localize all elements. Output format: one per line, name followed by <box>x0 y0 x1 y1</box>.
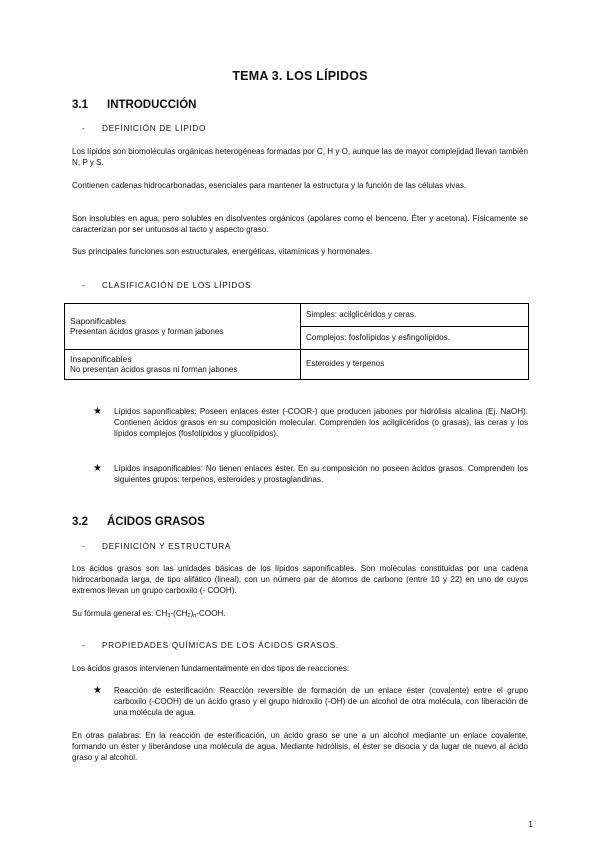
cell-description: No presentan ácidos grasos ni forman jabones <box>70 364 238 374</box>
paragraph: Sus principales funciones son estructurales, energéticas, vitamínicas y hormonales. <box>72 247 373 256</box>
formula-subscript: 2 <box>187 613 191 619</box>
paragraph: Son insolubles en agua, pero solubles en disolventes orgánicos (apolares como el benceno. Éter y acetona). Físicamente se caracterizan por ser untuosos al tacto y aspecto graso. <box>72 214 528 235</box>
section-heading-acidos-grasos <box>72 516 205 528</box>
subheading-label: PROPIEDADES QUÍMICAS DE LOS ÁCIDOS GRASOS. <box>102 641 339 650</box>
dash-marker: - <box>82 542 86 551</box>
list-item-text: Lípidos insaponificables: No tienen enlaces éster. En su composición no poseen ácidos grasos. Comprenden los siguientes grupos: terpenos, esteroides y prostaglandinas. <box>114 464 528 485</box>
table-cell-esteroides: Esteroides y terpenos <box>301 350 529 380</box>
star-icon: ★ <box>93 406 102 417</box>
table-row <box>65 304 529 327</box>
star-icon: ★ <box>93 463 102 474</box>
document-title: TEMA 3. LOS LÍPIDOS <box>232 69 368 83</box>
dash-marker: - <box>82 641 86 650</box>
paragraph: Los ácidos grasos intervienen fundamentalmente en dos tipos de reacciones: <box>72 664 350 673</box>
table-cell-simples: Simples: acilglicéridos y ceras. <box>301 304 529 327</box>
list-item-text: Lípidos saponificables: Poseen enlaces éster (-COOR-) que producen jabones por hidrólisis alcalina (Ej. NaOH). Contienen ácidos grasos en su composición molecular. Comprenden los acilglicéridos (o grasas), las ceras y los lípidos complejos (fosfolípidos y glucolípidos). <box>114 407 528 439</box>
cell-description: Presentan ácidos grasos y forman jabones <box>70 326 224 336</box>
star-icon: ★ <box>93 685 102 696</box>
section-number: 3.2 <box>72 516 88 528</box>
list-item-text: Reacción de esterificación. Reacción reversible de formación de un enlace éster (covalente) entre el grupo carboxilo (-COOH) de un ácido graso y el grupo hidroxilo (-OH) de un alcohol de otra molécula, con liberación de una molécula de agua. <box>114 686 528 718</box>
subheading-definicion-estructura <box>82 542 231 551</box>
classification-table <box>64 303 529 380</box>
section-number: 3.1 <box>72 99 88 111</box>
section-title: INTRODUCCIÓN <box>107 99 197 111</box>
paragraph: Los lípidos son biomoléculas orgánicas heterogéneas formadas por C, H y O, aunque las de mayor complejidad llevan también N, P y S. <box>72 147 528 168</box>
formula-subscript: n <box>193 613 197 619</box>
page-number: 1 <box>528 819 533 829</box>
list-item <box>93 685 528 719</box>
paragraph: En otras palabras: En la reacción de esterificación, un ácido graso se une a un alcohol mediante un enlace covalente, formando un éster y liberándose una molécula de agua. Mediante hidrólisis, el éster se disocia y da lugar de nuevo al ácido graso y al alcohol. <box>72 731 528 763</box>
table-cell-complejos: Complejos: fosfolípidos y esfingolípidos. <box>301 327 529 350</box>
subheading-label: CLASIFICACIÓN DE LOS LÍPIDOS <box>102 281 252 290</box>
subheading-label: DEFINICIÓN Y ESTRUCTURA <box>102 542 232 551</box>
cell-title: Saponificables <box>70 316 126 326</box>
subheading-propiedades <box>82 641 339 650</box>
subheading-label: DEFINICIÓN DE LÍPIDO <box>102 124 207 133</box>
formula-subscript: 3 <box>167 613 171 619</box>
section-title: ÁCIDOS GRASOS <box>107 516 205 528</box>
formula-prefix: Su fórmula general es: CH <box>72 609 168 618</box>
formula-part: -(CH <box>170 609 188 618</box>
formula-part: -COOH. <box>196 609 226 618</box>
paragraph: Contienen cadenas hidrocarbonadas, esenciales para mantener la estructura y la función de las células vivas. <box>72 181 467 190</box>
section-heading-introduccion <box>72 99 196 111</box>
subheading-definicion-lipido <box>82 124 206 133</box>
paragraph: Los ácidos grasos son las unidades básicas de los lípidos saponificables. Son moléculas constituidas por una cadena hidrocarbonada larga, de tipo alifático (lineal), con un número par de átomos de carbono (entre 10 y 22) en uno de cuyos extremos llevan un grupo carboxilo (- COOH). <box>72 564 528 596</box>
list-item <box>93 463 528 485</box>
formula-part: ) <box>190 609 194 618</box>
formula-line <box>72 608 528 622</box>
subheading-clasificacion <box>82 281 251 290</box>
dash-marker: - <box>82 124 86 133</box>
cell-title: Insaponificables <box>70 354 132 364</box>
table-cell-saponificables <box>65 304 301 350</box>
list-item <box>93 406 528 440</box>
dash-marker: - <box>82 281 86 290</box>
table-row <box>65 350 529 380</box>
table-cell-insaponificables <box>65 350 301 380</box>
